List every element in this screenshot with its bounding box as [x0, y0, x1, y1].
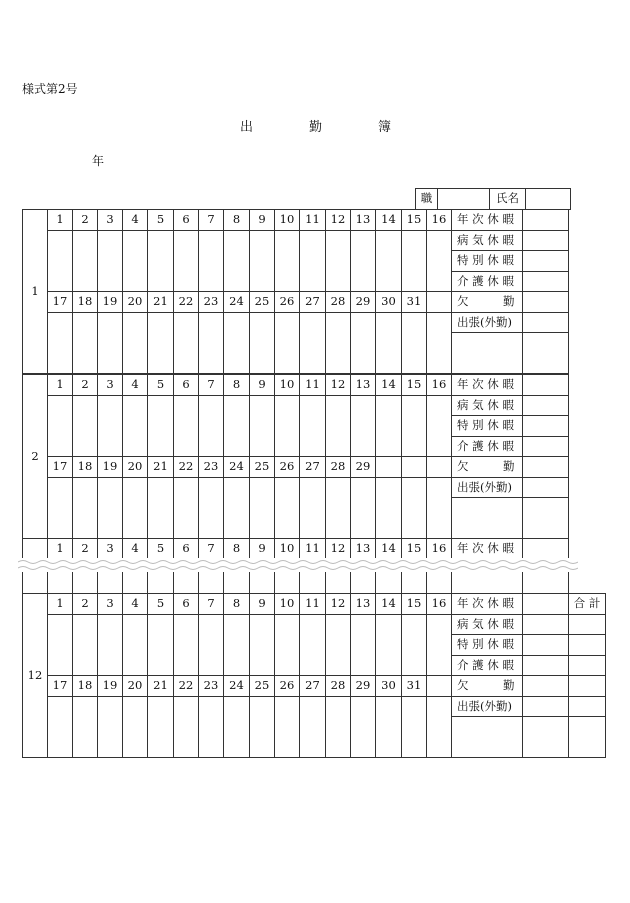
day-cell[interactable] [199, 396, 224, 457]
special-leave-label: 特 別 休 暇 [452, 251, 523, 272]
day-cell[interactable] [376, 697, 402, 758]
day-cell[interactable] [300, 615, 326, 676]
title-char: 勤 [309, 120, 323, 135]
day-cell[interactable] [402, 615, 427, 676]
special-leave-count[interactable] [523, 416, 569, 437]
day-number: 29 [351, 676, 376, 697]
day-cell[interactable] [376, 231, 402, 292]
absence-label: 欠 勤 [452, 676, 523, 697]
day-cell[interactable] [123, 313, 148, 374]
business-trip-count[interactable] [523, 478, 569, 498]
day-number: 22 [174, 292, 199, 313]
day-number: 5 [148, 539, 174, 560]
absence-label: 欠 勤 [452, 292, 523, 313]
business-trip-count[interactable] [523, 313, 569, 333]
position-field[interactable] [438, 189, 490, 210]
day-number: 26 [275, 676, 300, 697]
day-cell[interactable] [148, 231, 174, 292]
day-number: 21 [148, 676, 174, 697]
day-cell[interactable] [123, 231, 148, 292]
day-cell[interactable] [174, 313, 199, 374]
day-number: 27 [300, 292, 326, 313]
day-number: 8 [224, 539, 250, 560]
day-number: 6 [174, 375, 199, 396]
day-number: 10 [275, 539, 300, 560]
day-number [376, 457, 402, 478]
day-number: 8 [224, 375, 250, 396]
business-trip-label: 出張(外勤) [452, 313, 523, 333]
day-cell[interactable] [427, 313, 452, 374]
day-cell[interactable] [98, 697, 123, 758]
notes-cell[interactable] [452, 717, 523, 758]
notes-count[interactable] [523, 717, 569, 758]
annual-leave-count[interactable] [523, 594, 569, 615]
day-cell[interactable] [326, 697, 351, 758]
day-cell[interactable] [224, 572, 250, 593]
day-number: 24 [224, 292, 250, 313]
day-number: 21 [148, 292, 174, 313]
day-number: 16 [427, 594, 452, 615]
day-cell[interactable] [275, 396, 300, 457]
day-cell[interactable] [73, 396, 98, 457]
care-leave-label: 介 護 休 暇 [452, 656, 523, 676]
day-number: 13 [351, 210, 376, 231]
category-cell [452, 572, 523, 593]
header-table [415, 188, 571, 210]
day-number: 7 [199, 594, 224, 615]
sick-leave-label: 病 気 休 暇 [452, 615, 523, 635]
day-cell[interactable] [73, 572, 98, 593]
day-cell[interactable] [199, 231, 224, 292]
day-number: 22 [174, 676, 199, 697]
day-cell[interactable] [402, 572, 427, 593]
day-number: 12 [326, 210, 351, 231]
day-number: 11 [300, 539, 326, 560]
day-cell[interactable] [48, 697, 73, 758]
day-cell[interactable] [98, 615, 123, 676]
annual-leave-label: 年 次 休 暇 [452, 594, 523, 615]
day-number: 26 [275, 292, 300, 313]
care-leave-label: 介 護 休 暇 [452, 437, 523, 457]
day-cell[interactable] [73, 313, 98, 374]
day-number: 19 [98, 292, 123, 313]
total-cell[interactable] [569, 656, 606, 676]
month-label: 1 [23, 210, 48, 374]
day-cell[interactable] [326, 478, 351, 539]
name-field[interactable] [526, 189, 571, 210]
day-cell[interactable] [326, 313, 351, 374]
day-number: 18 [73, 292, 98, 313]
day-number: 24 [224, 676, 250, 697]
day-number: 22 [174, 457, 199, 478]
day-number: 30 [376, 292, 402, 313]
month-label [23, 572, 48, 593]
day-number: 9 [250, 375, 275, 396]
day-cell[interactable] [427, 231, 452, 292]
day-number: 13 [351, 375, 376, 396]
day-number: 31 [402, 292, 427, 313]
day-cell[interactable] [98, 231, 123, 292]
day-number: 17 [48, 292, 73, 313]
day-number: 31 [402, 676, 427, 697]
day-number: 2 [73, 210, 98, 231]
special-leave-count[interactable] [523, 251, 569, 272]
day-cell[interactable] [73, 615, 98, 676]
day-cell[interactable] [48, 231, 73, 292]
form-number: 様式第2号 [22, 82, 78, 96]
annual-leave-label: 年 次 休 暇 [452, 539, 523, 560]
title-char: 出 [240, 120, 254, 135]
day-number: 15 [402, 375, 427, 396]
annual-leave-count[interactable] [523, 210, 569, 231]
day-cell[interactable] [73, 697, 98, 758]
day-number: 20 [123, 676, 148, 697]
total-cell[interactable] [569, 615, 606, 635]
page-break-tear [18, 558, 578, 572]
day-cell[interactable] [427, 697, 452, 758]
day-cell[interactable] [300, 313, 326, 374]
special-leave-count[interactable] [523, 635, 569, 656]
name-label: 氏名 [490, 189, 526, 210]
month-block-12 [22, 593, 606, 758]
day-cell[interactable] [427, 572, 452, 593]
total-label: 合 計 [569, 594, 606, 615]
day-cell[interactable] [376, 572, 402, 593]
day-number: 9 [250, 539, 275, 560]
notes-count[interactable] [523, 498, 569, 539]
day-cell[interactable] [148, 697, 174, 758]
day-number: 11 [300, 210, 326, 231]
day-number: 20 [123, 457, 148, 478]
care-leave-count[interactable] [523, 272, 569, 292]
day-cell[interactable] [98, 478, 123, 539]
day-cell[interactable] [148, 313, 174, 374]
day-number: 3 [98, 210, 123, 231]
day-number: 26 [275, 457, 300, 478]
day-cell[interactable] [98, 313, 123, 374]
total-cell[interactable] [569, 635, 606, 656]
day-cell[interactable] [351, 615, 376, 676]
business-trip-label: 出張(外勤) [452, 697, 523, 717]
day-number: 27 [300, 457, 326, 478]
day-number: 14 [376, 210, 402, 231]
count-cell[interactable] [523, 572, 569, 593]
total-cell[interactable] [569, 717, 606, 758]
day-cell[interactable] [300, 231, 326, 292]
day-number: 7 [199, 375, 224, 396]
title-char: 簿 [378, 120, 392, 135]
day-number: 2 [73, 375, 98, 396]
day-cell[interactable] [427, 396, 452, 457]
sick-leave-count[interactable] [523, 615, 569, 635]
day-number: 29 [351, 292, 376, 313]
day-cell[interactable] [48, 478, 73, 539]
day-cell[interactable] [73, 478, 98, 539]
special-leave-label: 特 別 休 暇 [452, 416, 523, 437]
day-cell[interactable] [250, 478, 275, 539]
day-number: 3 [98, 594, 123, 615]
day-number: 28 [326, 676, 351, 697]
day-cell[interactable] [199, 313, 224, 374]
annual-leave-label: 年 次 休 暇 [452, 210, 523, 231]
day-number: 5 [148, 594, 174, 615]
day-cell[interactable] [351, 697, 376, 758]
day-number: 9 [250, 210, 275, 231]
day-number: 30 [376, 676, 402, 697]
notes-cell[interactable] [452, 333, 523, 374]
day-cell[interactable] [300, 572, 326, 593]
day-cell[interactable] [174, 396, 199, 457]
day-cell[interactable] [275, 313, 300, 374]
sick-leave-label: 病 気 休 暇 [452, 396, 523, 416]
day-number: 27 [300, 676, 326, 697]
day-number: 8 [224, 594, 250, 615]
day-cell[interactable] [250, 697, 275, 758]
day-number [427, 292, 452, 313]
notes-count[interactable] [523, 333, 569, 374]
annual-leave-label: 年 次 休 暇 [452, 375, 523, 396]
day-number: 4 [123, 375, 148, 396]
day-number: 18 [73, 457, 98, 478]
day-cell[interactable] [275, 231, 300, 292]
day-number: 19 [98, 676, 123, 697]
day-number: 15 [402, 594, 427, 615]
day-cell[interactable] [148, 478, 174, 539]
day-cell[interactable] [123, 478, 148, 539]
tear-edge [18, 558, 578, 572]
day-cell[interactable] [351, 313, 376, 374]
month-block-partial-bottom [22, 572, 569, 594]
day-cell[interactable] [148, 615, 174, 676]
annual-leave-count[interactable] [523, 539, 569, 560]
day-number: 5 [148, 210, 174, 231]
day-cell[interactable] [224, 231, 250, 292]
day-cell[interactable] [300, 478, 326, 539]
day-cell[interactable] [250, 572, 275, 593]
day-number: 3 [98, 375, 123, 396]
month-label [23, 539, 48, 560]
day-number: 12 [326, 375, 351, 396]
day-number: 20 [123, 292, 148, 313]
day-cell[interactable] [48, 313, 73, 374]
day-number: 28 [326, 457, 351, 478]
absence-count[interactable] [523, 457, 569, 478]
day-number: 14 [376, 594, 402, 615]
day-number: 2 [73, 594, 98, 615]
day-cell[interactable] [174, 572, 199, 593]
day-number: 9 [250, 594, 275, 615]
day-number: 16 [427, 539, 452, 560]
day-number: 6 [174, 210, 199, 231]
day-cell[interactable] [123, 396, 148, 457]
day-number: 1 [48, 375, 73, 396]
day-number: 16 [427, 375, 452, 396]
day-number [427, 457, 452, 478]
page-title [240, 116, 391, 135]
day-number: 13 [351, 539, 376, 560]
absence-count[interactable] [523, 676, 569, 697]
day-cell[interactable] [275, 615, 300, 676]
day-number: 1 [48, 539, 73, 560]
month-block-2 [22, 374, 569, 539]
day-number: 14 [376, 539, 402, 560]
day-cell[interactable] [199, 697, 224, 758]
day-cell[interactable] [351, 396, 376, 457]
day-number: 7 [199, 210, 224, 231]
day-number: 3 [98, 539, 123, 560]
day-cell[interactable] [174, 697, 199, 758]
day-number: 29 [351, 457, 376, 478]
day-cell[interactable] [123, 572, 148, 593]
day-cell[interactable] [402, 313, 427, 374]
day-number: 15 [402, 210, 427, 231]
day-cell[interactable] [326, 615, 351, 676]
special-leave-label: 特 別 休 暇 [452, 635, 523, 656]
care-leave-count[interactable] [523, 656, 569, 676]
day-number: 18 [73, 676, 98, 697]
day-cell[interactable] [48, 396, 73, 457]
day-number: 11 [300, 594, 326, 615]
month-label: 12 [23, 594, 48, 758]
annual-leave-count[interactable] [523, 375, 569, 396]
day-number: 23 [199, 457, 224, 478]
day-number: 13 [351, 594, 376, 615]
day-cell[interactable] [148, 396, 174, 457]
day-cell[interactable] [199, 572, 224, 593]
notes-cell[interactable] [452, 498, 523, 539]
day-cell[interactable] [300, 697, 326, 758]
day-cell[interactable] [376, 313, 402, 374]
day-number: 24 [224, 457, 250, 478]
day-number: 7 [199, 539, 224, 560]
year-label: 年 [92, 154, 105, 168]
day-number: 1 [48, 594, 73, 615]
absence-label: 欠 勤 [452, 457, 523, 478]
day-cell[interactable] [351, 231, 376, 292]
day-number [402, 457, 427, 478]
day-cell[interactable] [402, 396, 427, 457]
day-number: 8 [224, 210, 250, 231]
day-number: 2 [73, 539, 98, 560]
day-cell[interactable] [48, 615, 73, 676]
day-cell[interactable] [199, 478, 224, 539]
business-trip-label: 出張(外勤) [452, 478, 523, 498]
day-number: 6 [174, 539, 199, 560]
day-number: 23 [199, 292, 224, 313]
total-cell[interactable] [569, 676, 606, 697]
day-cell[interactable] [123, 615, 148, 676]
day-number: 25 [250, 292, 275, 313]
day-cell[interactable] [326, 396, 351, 457]
day-number: 28 [326, 292, 351, 313]
day-cell[interactable] [148, 572, 174, 593]
day-number: 4 [123, 210, 148, 231]
day-cell[interactable] [376, 478, 402, 539]
day-cell[interactable] [73, 231, 98, 292]
business-trip-count[interactable] [523, 697, 569, 717]
day-number: 4 [123, 539, 148, 560]
day-cell[interactable] [376, 615, 402, 676]
day-cell[interactable] [376, 396, 402, 457]
day-number: 19 [98, 457, 123, 478]
total-cell[interactable] [569, 697, 606, 717]
day-number [427, 676, 452, 697]
care-leave-label: 介 護 休 暇 [452, 272, 523, 292]
day-cell[interactable] [275, 697, 300, 758]
day-cell[interactable] [224, 615, 250, 676]
day-number: 23 [199, 676, 224, 697]
day-cell[interactable] [174, 231, 199, 292]
day-cell[interactable] [224, 697, 250, 758]
day-number: 12 [326, 539, 351, 560]
day-cell[interactable] [275, 572, 300, 593]
day-number: 14 [376, 375, 402, 396]
day-cell[interactable] [427, 615, 452, 676]
day-cell[interactable] [326, 572, 351, 593]
day-number: 1 [48, 210, 73, 231]
day-cell[interactable] [224, 396, 250, 457]
day-cell[interactable] [402, 478, 427, 539]
day-cell[interactable] [275, 478, 300, 539]
day-number: 15 [402, 539, 427, 560]
day-cell[interactable] [402, 697, 427, 758]
day-cell[interactable] [326, 231, 351, 292]
month-block-1 [22, 209, 569, 374]
month-label: 2 [23, 375, 48, 539]
day-number: 25 [250, 457, 275, 478]
day-cell[interactable] [98, 396, 123, 457]
day-cell[interactable] [300, 396, 326, 457]
day-number: 10 [275, 375, 300, 396]
day-number: 11 [300, 375, 326, 396]
day-cell[interactable] [351, 572, 376, 593]
day-cell[interactable] [98, 572, 123, 593]
care-leave-count[interactable] [523, 437, 569, 457]
day-number: 4 [123, 594, 148, 615]
day-number: 6 [174, 594, 199, 615]
day-number: 17 [48, 457, 73, 478]
day-cell[interactable] [199, 615, 224, 676]
absence-count[interactable] [523, 292, 569, 313]
sick-leave-count[interactable] [523, 396, 569, 416]
day-cell[interactable] [174, 478, 199, 539]
day-number: 10 [275, 594, 300, 615]
day-number: 12 [326, 594, 351, 615]
day-number: 16 [427, 210, 452, 231]
day-cell[interactable] [123, 697, 148, 758]
position-label: 職 [416, 189, 438, 210]
day-cell[interactable] [351, 478, 376, 539]
day-number: 21 [148, 457, 174, 478]
day-number: 25 [250, 676, 275, 697]
sick-leave-count[interactable] [523, 231, 569, 251]
day-number: 17 [48, 676, 73, 697]
day-cell[interactable] [224, 478, 250, 539]
day-cell[interactable] [427, 478, 452, 539]
day-number: 5 [148, 375, 174, 396]
day-cell[interactable] [250, 231, 275, 292]
day-cell[interactable] [48, 572, 73, 593]
day-number: 10 [275, 210, 300, 231]
day-cell[interactable] [174, 615, 199, 676]
day-cell[interactable] [224, 313, 250, 374]
day-cell[interactable] [250, 313, 275, 374]
sick-leave-label: 病 気 休 暇 [452, 231, 523, 251]
day-cell[interactable] [250, 615, 275, 676]
day-cell[interactable] [250, 396, 275, 457]
day-cell[interactable] [402, 231, 427, 292]
